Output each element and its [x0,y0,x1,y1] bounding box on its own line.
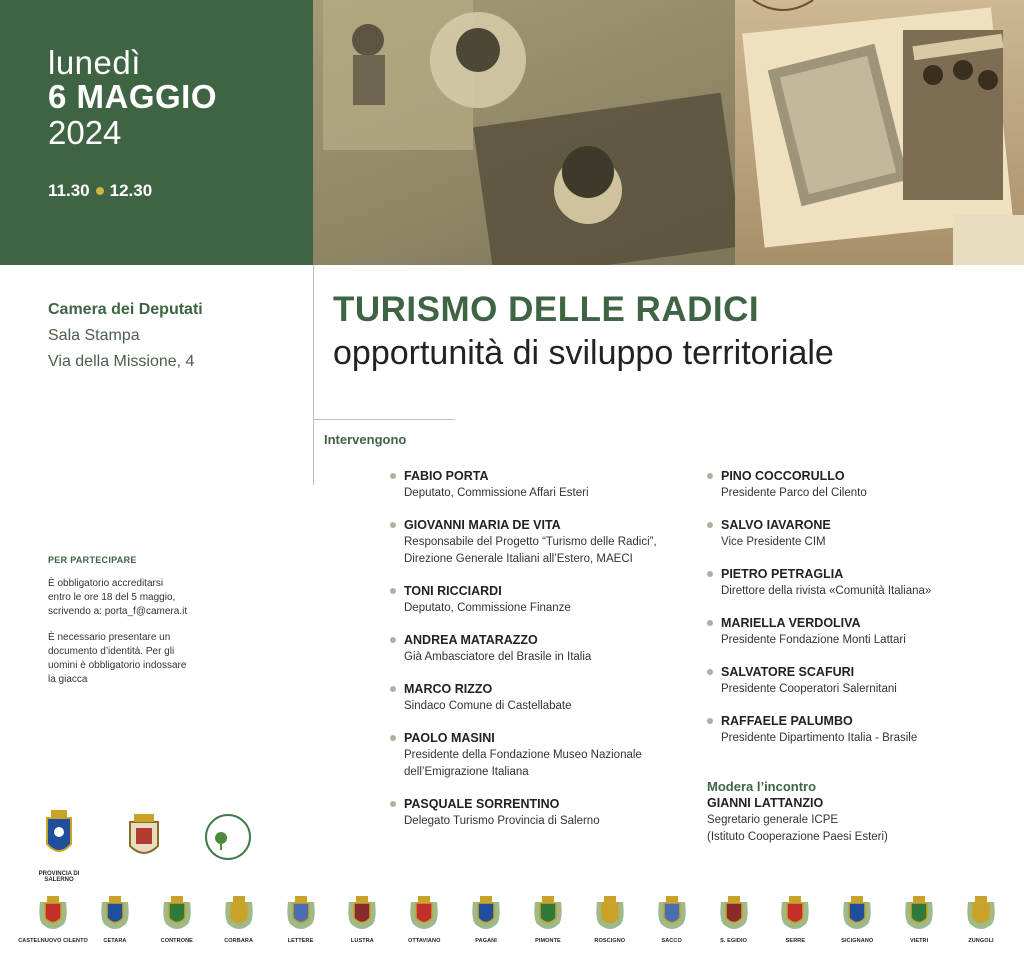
speaker-item [707,615,1007,649]
moderator-role: Segretario generale ICPE [707,814,839,826]
moderator-label: Modera l’incontro [707,779,817,794]
provincia-salerno-logo [28,810,90,883]
speaker-role: Presidente della Fondazione Museo Nazionale dell’Emigrazione Italiana [404,749,642,778]
festival-logo [205,814,251,860]
provincia-caption: PROVINCIA DI SALERNO [38,871,80,883]
crest-shield-icon [902,894,936,934]
municipality-name: PIMONTE [535,938,561,944]
bullet-dot [707,718,713,724]
date-panel [0,0,313,265]
municipality-crest [18,894,88,944]
venue-address: Via della Missione, 4 [48,353,195,370]
venue-room: Sala Stampa [48,327,140,344]
municipality-name: CASTELNUOVO CILENTO [18,938,88,944]
municipality-name: CETARA [103,938,127,944]
municipality-crest [579,894,641,944]
header-photo [313,0,1024,265]
speaker-name: SALVO IAVARONE [721,518,831,532]
municipality-crest [703,894,765,944]
speaker-name: MARIELLA VERDOLIVA [721,616,861,630]
moderator-name: GIANNI LATTANZIO [707,796,824,810]
municipality-crest [641,894,703,944]
crest-shield-icon [36,894,70,934]
time-start: 11.30 [48,181,90,200]
bullet-dot [390,637,396,643]
speaker-item [390,468,690,502]
municipality-name: ROSCIGNO [594,938,626,944]
vertical-divider [313,265,314,485]
municipality-name: VIETRI [909,938,929,944]
crest-shield-icon [469,894,503,934]
horizontal-divider [313,419,455,420]
crest-shield-icon [717,894,751,934]
time-end: 12.30 [109,181,153,200]
speaker-role: Presidente Parco del Cilento [721,487,867,499]
municipality-crest [84,894,146,944]
speaker-item [707,664,1007,698]
crest-shield-icon [964,894,998,934]
municipality-crest [146,894,208,944]
municipality-crest [826,894,888,944]
crest-shield-icon [778,894,812,934]
speaker-name: GIOVANNI MARIA DE VITA [404,518,561,532]
municipality-crest [888,894,950,944]
bullet-dot [707,669,713,675]
crest-shield-icon [840,894,874,934]
moderator-role-org: (Istituto Cooperazione Paesi Esteri) [707,831,888,843]
event-time [48,181,152,201]
time-separator-dot [96,187,104,195]
municipality-crest [270,894,332,944]
speaker-role: Presidente Cooperatori Salernitani [721,683,897,695]
municipality-name: SACCO [661,938,682,944]
speaker-name: PAOLO MASINI [404,731,495,745]
speaker-name: RAFFAELE PALUMBO [721,714,853,728]
moderator-block [707,779,888,846]
municipality-name: PAGANI [475,938,497,944]
speaker-role: Deputato, Commissione Finanze [404,602,571,614]
speaker-item [390,796,690,830]
bullet-dot [390,735,396,741]
speaker-role: Responsabile del Progetto “Turismo delle Radici”, Direzione Generale Italiani all’Estero, MAECI [404,536,657,565]
bullet-dot [707,571,713,577]
event-year: 2024 [48,114,122,151]
salerno-crest [120,812,168,867]
speaker-name: ANDREA MATARAZZO [404,633,538,647]
speaker-item [707,468,1007,502]
municipality-crest [517,894,579,944]
speaker-item [390,583,690,617]
speaker-item [390,681,690,715]
municipality-crests [18,894,1012,944]
speakers-column-left [390,468,690,845]
event-date: 6 MAGGIO [48,78,218,115]
municipality-name: LETTERE [287,938,314,944]
bullet-dot [390,801,396,807]
crest-shield-icon [160,894,194,934]
municipality-name: SERRE [785,938,806,944]
bullet-dot [707,620,713,626]
event-subtitle: opportunità di sviluppo territoriale [333,334,834,372]
event-title: TURISMO DELLE RADICI [333,290,760,329]
municipality-crest [331,894,393,944]
speaker-item [707,517,1007,551]
crest-shield-icon [284,894,318,934]
venue-block [48,297,203,375]
municipality-name: OTTAVIANO [407,938,441,944]
municipality-name: S. EGIDIO [720,938,747,944]
municipality-name: CONTRONE [160,938,193,944]
municipality-crest [455,894,517,944]
speaker-role: Delegato Turismo Provincia di Salerno [404,815,600,827]
bullet-dot [390,686,396,692]
speaker-role: Presidente Dipartimento Italia - Brasile [721,732,918,744]
speaker-item [390,632,690,666]
crest-shield-icon [98,894,132,934]
speaker-role: Sindaco Comune di Castellabate [404,700,572,712]
speaker-name: PIETRO PETRAGLIA [721,567,844,581]
crest-shield-icon [222,894,256,934]
speaker-name: PASQUALE SORRENTINO [404,797,560,811]
speaker-item [390,517,690,568]
speaker-role: Già Ambasciatore del Brasile in Italia [404,651,592,663]
speaker-name: MARCO RIZZO [404,682,493,696]
speaker-role: Vice Presidente CIM [721,536,826,548]
speaker-name: FABIO PORTA [404,469,489,483]
crest-shield-icon [531,894,565,934]
crest-shield-icon [593,894,627,934]
bullet-dot [390,473,396,479]
participation-requirements: È necessario presentare un documento d’identità. Per gli uomini è obbligatorio indossare la giacca [48,632,187,685]
speaker-role: Direttore della rivista «Comunità Italiana» [721,585,932,597]
speaker-role: Deputato, Commissione Affari Esteri [404,487,589,499]
venue-name: Camera dei Deputati [48,301,203,318]
speaker-name: TONI RICCIARDI [404,584,502,598]
municipality-crest [950,894,1012,944]
bullet-dot [707,522,713,528]
municipality-crest [393,894,455,944]
speakers-heading: Intervengono [324,432,407,447]
participation-heading: PER PARTECIPARE [48,555,137,565]
municipality-name: ZUNGOLI [968,938,994,944]
municipality-name: SICIGNANO [841,938,874,944]
speaker-name: SALVATORE SCAFURI [721,665,855,679]
speaker-item [707,713,1007,747]
municipality-name: LUSTRA [350,938,374,944]
municipality-crest [764,894,826,944]
speaker-role: Presidente Fondazione Monti Lattari [721,634,906,646]
speaker-name: PINO COCCORULLO [721,469,845,483]
bullet-dot [390,588,396,594]
bullet-dot [707,473,713,479]
municipality-crest [208,894,270,944]
speakers-column-right [707,468,1007,762]
speaker-item [707,566,1007,600]
participation-registration: È obbligatorio accreditarsi entro le ore 18 del 5 maggio, scrivendo a: porta_f@camera.it [48,578,188,617]
speaker-item [390,730,690,781]
crest-shield-icon [345,894,379,934]
crest-shield-icon [655,894,689,934]
crest-shield-icon [407,894,441,934]
municipality-name: CORBARA [224,938,254,944]
bullet-dot [390,522,396,528]
participation-info [48,555,248,699]
event-day: lunedì [48,44,141,81]
